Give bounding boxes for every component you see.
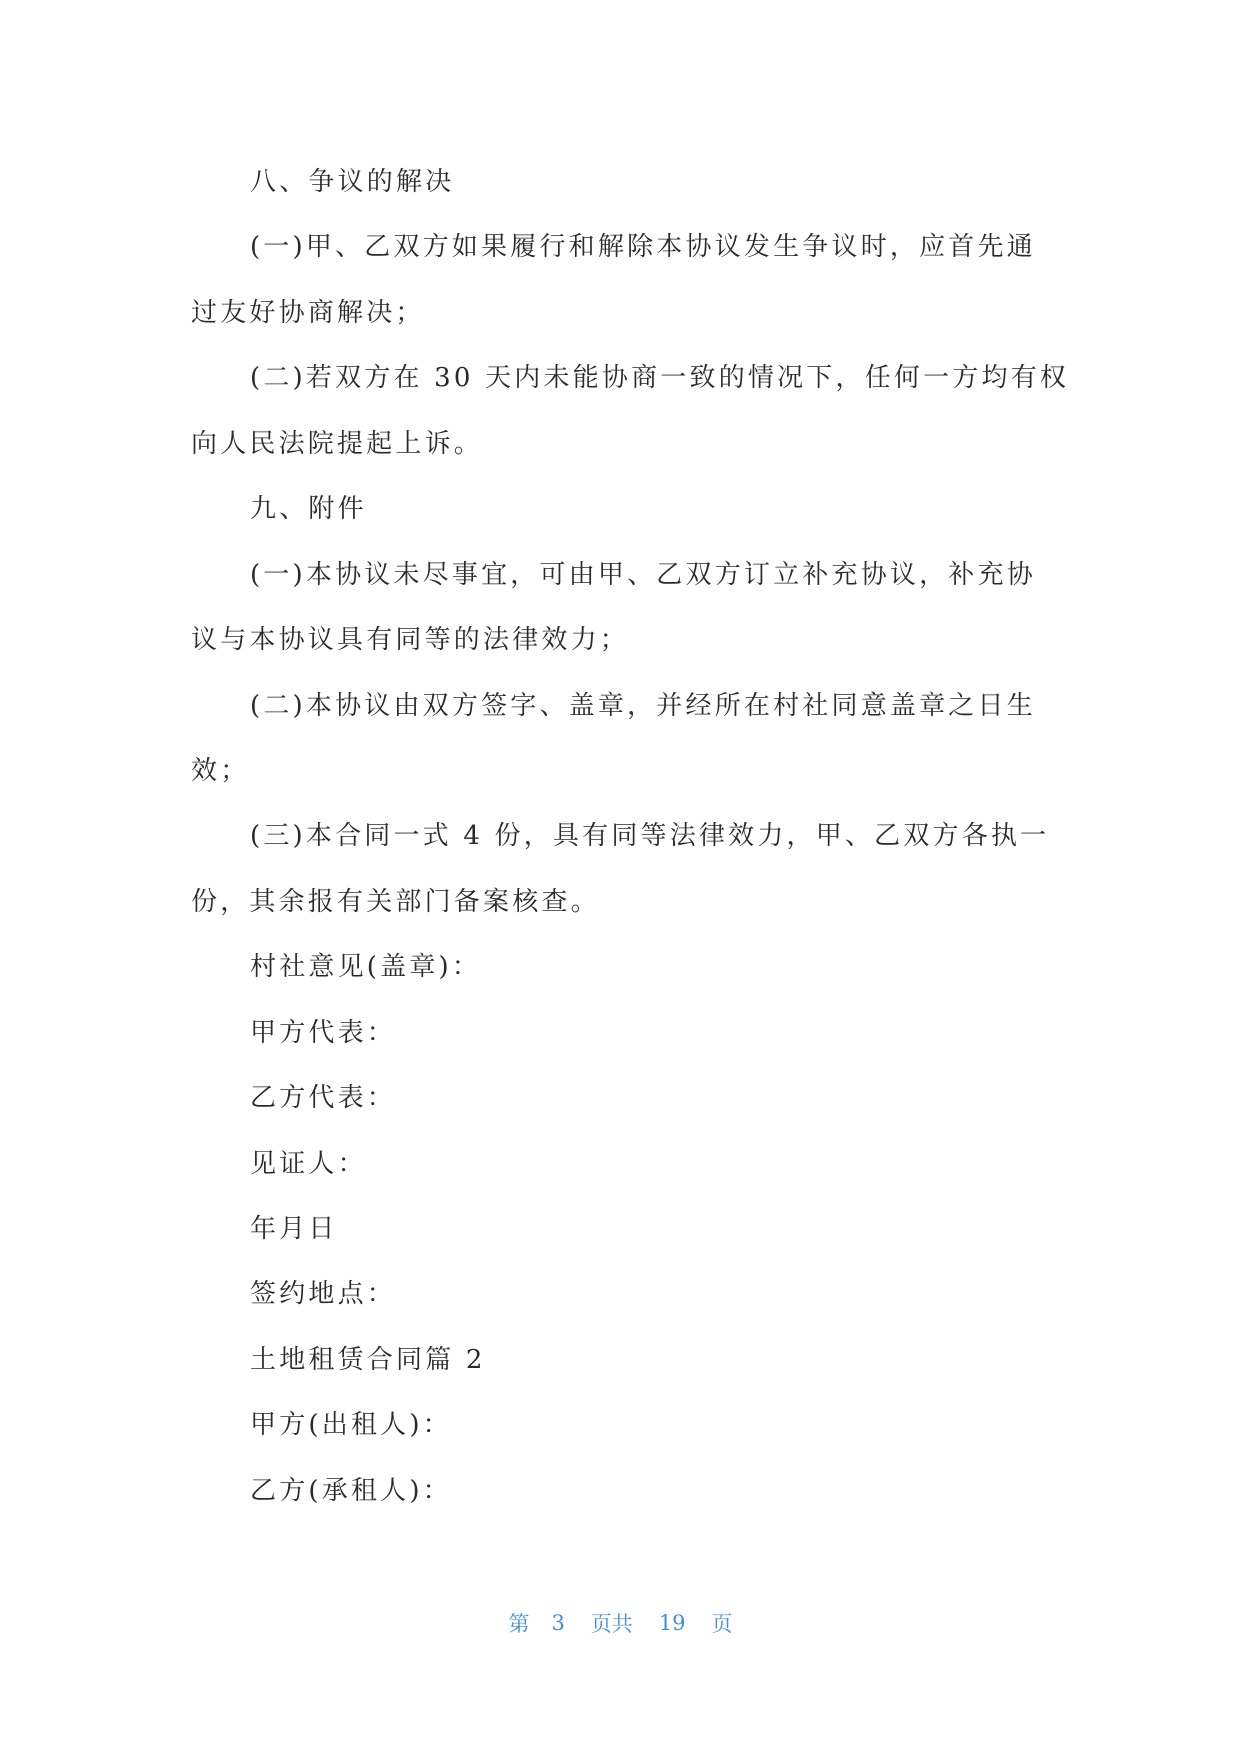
footer-total-pages: 19 [658, 1611, 686, 1635]
document-body [191, 150, 1091, 1524]
text-line: 议与本协议具有同等的法律效力； [191, 625, 630, 656]
footer-suffix: 页 [711, 1612, 733, 1636]
clause-effective-date [191, 674, 1091, 805]
party-a-lessor [191, 1393, 1091, 1458]
contract-title-part-2 [191, 1328, 1091, 1393]
text-line: (二)本协议由双方签字、盖章，并经所在村社同意盖章之日生 [250, 690, 1036, 721]
clause-supplementary-agreement [191, 543, 1091, 674]
text-line: (三)本合同一式 4 份，具有同等法律效力，甲、乙双方各执一 [250, 821, 1050, 852]
text-line: 签约地点： [250, 1279, 397, 1310]
page-footer [0, 1607, 1241, 1639]
text-line: (一)甲、乙双方如果履行和解除本协议发生争议时，应首先通 [250, 232, 1036, 263]
signature-date [191, 1197, 1091, 1262]
footer-prefix: 第 [508, 1612, 530, 1636]
text-line: 乙方代表： [250, 1083, 397, 1114]
text-line: 份，其余报有关部门备案核查。 [191, 886, 600, 917]
text-line: 效； [191, 755, 250, 786]
text-line: 过友好协商解决； [191, 297, 425, 328]
clause-dispute-litigation [191, 346, 1091, 477]
footer-current-page: 3 [551, 1611, 565, 1635]
text-line: 乙方(承租人)： [250, 1475, 452, 1506]
signature-party-a-representative [191, 1001, 1091, 1066]
text-line: 村社意见(盖章)： [250, 952, 482, 983]
text-line: 见证人： [250, 1148, 367, 1179]
party-b-lessee [191, 1459, 1091, 1524]
text-line: 年月日 [250, 1214, 338, 1244]
signature-village-opinion [191, 935, 1091, 1000]
text-line: 九、附件 [250, 494, 367, 525]
text-line: 土地租赁合同篇 2 [250, 1344, 486, 1375]
section-heading-attachments [191, 477, 1091, 542]
signature-party-b-representative [191, 1066, 1091, 1131]
footer-middle: 页共 [590, 1612, 633, 1636]
text-line: 甲方(出租人)： [250, 1410, 452, 1441]
signature-location [191, 1262, 1091, 1327]
clause-copies [191, 804, 1091, 935]
clause-dispute-negotiation [191, 215, 1091, 346]
text-line: 向人民法院提起上诉。 [191, 428, 484, 459]
text-line: (一)本协议未尽事宜，可由甲、乙双方订立补充协议，补充协 [250, 559, 1036, 590]
section-heading-dispute-resolution [191, 150, 1091, 215]
text-line: (二)若双方在 30 天内未能协商一致的情况下，任何一方均有权 [250, 363, 1070, 394]
signature-witness [191, 1132, 1091, 1197]
text-line: 甲方代表： [250, 1017, 397, 1048]
text-line: 八、争议的解决 [250, 167, 455, 197]
